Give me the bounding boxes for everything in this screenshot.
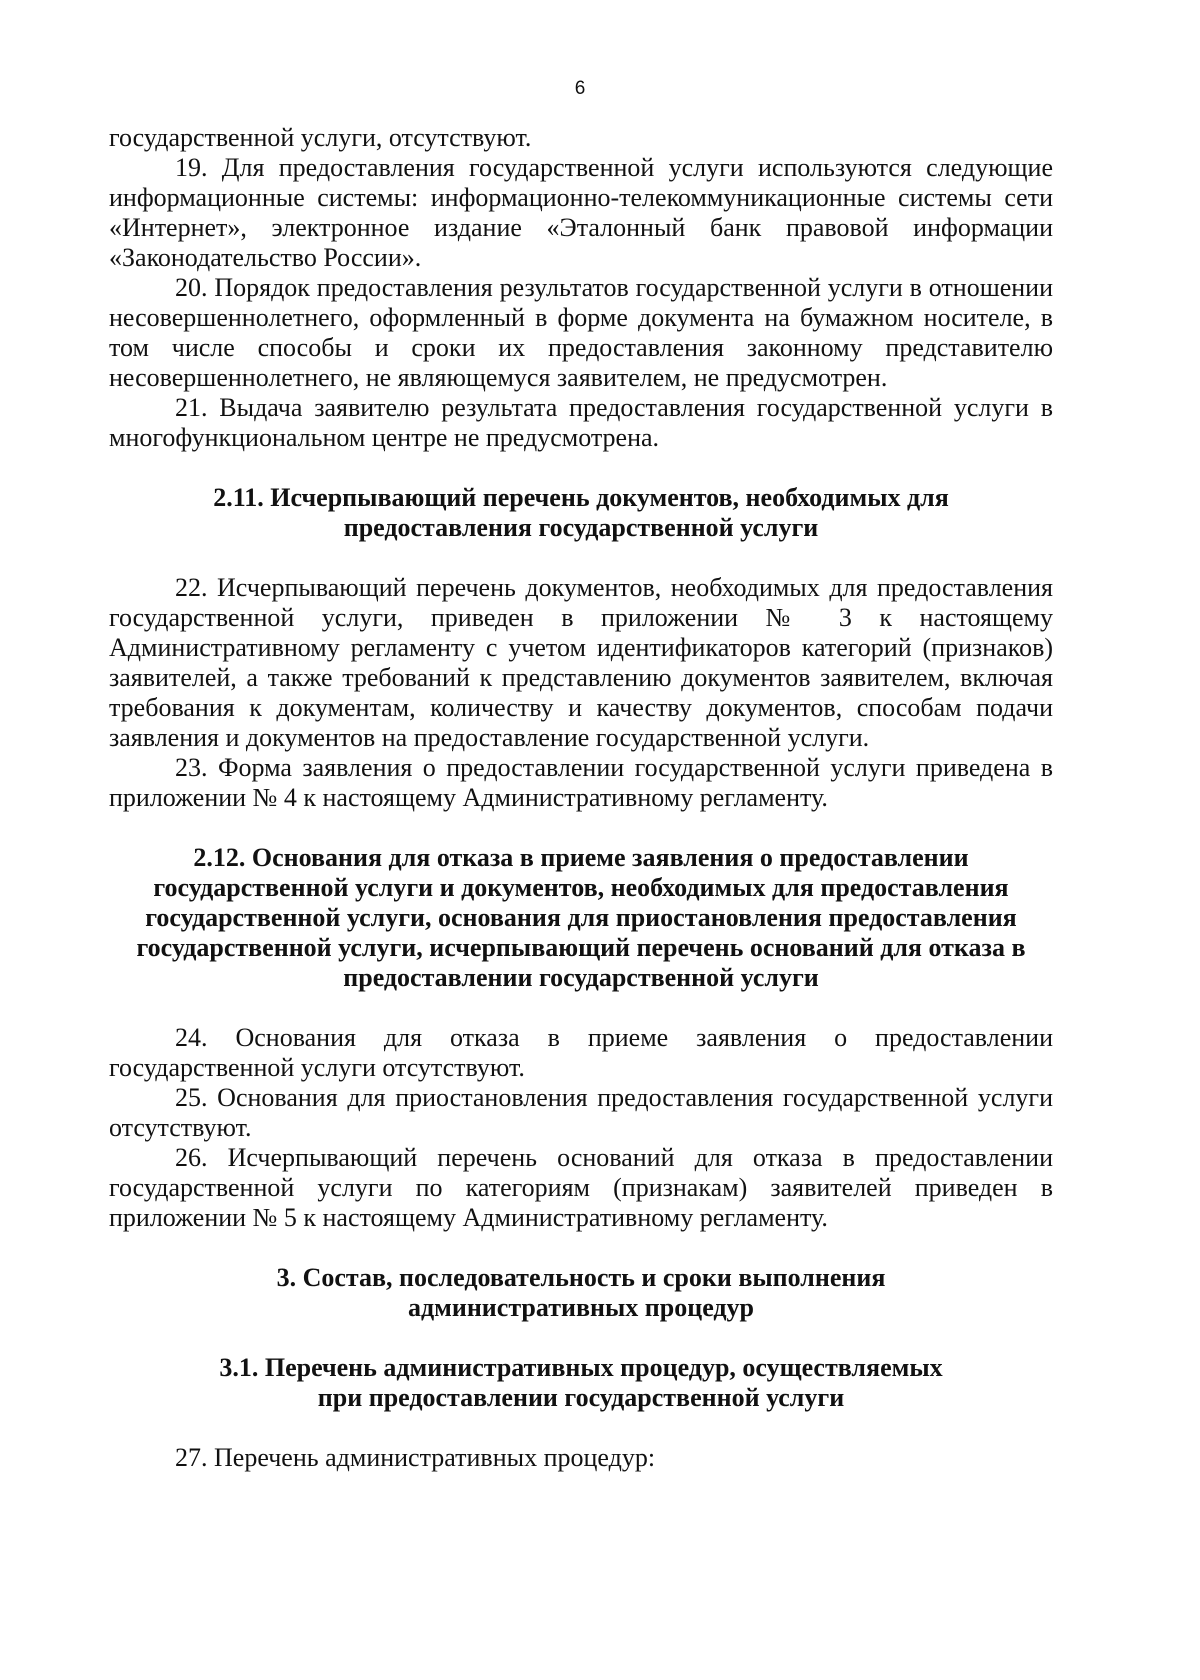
section-heading-3-1 — [109, 1353, 1053, 1413]
spacer — [109, 453, 1053, 483]
heading-line: государственной услуги, исчерпывающий перечень оснований для отказа в — [136, 933, 1026, 962]
section-heading-2-11 — [109, 483, 1053, 543]
heading-line: государственной услуги, основания для приостановления предоставления — [145, 903, 1017, 932]
paragraph-21: 21. Выдача заявителю результата предоставления государственной услуги в многофункциональном центре не предусмотрена. — [109, 393, 1053, 452]
heading-line: административных процедур — [407, 1293, 755, 1322]
heading-line: предоставлении государственной услуги — [343, 963, 819, 992]
spacer — [109, 813, 1053, 843]
heading-line: 3. Состав, последовательность и сроки выполнения — [276, 1263, 886, 1292]
spacer — [109, 1323, 1053, 1353]
spacer — [109, 543, 1053, 573]
paragraph-27: 27. Перечень административных процедур: — [175, 1443, 656, 1472]
paragraph-continuation: государственной услуги, отсутствуют. — [109, 123, 532, 152]
heading-line: 2.11. Исчерпывающий перечень документов, необходимых для — [213, 483, 949, 512]
spacer — [109, 993, 1053, 1023]
heading-line: при предоставлении государственной услуги — [317, 1383, 845, 1412]
paragraph-25: 25. Основания для приостановления предоставления государственной услуги отсутствуют. — [109, 1083, 1053, 1142]
heading-line: 2.12. Основания для отказа в приеме заявления о предоставлении — [193, 843, 969, 872]
paragraph-22: 22. Исчерпывающий перечень документов, необходимых для предоставления государственной услуги, приведен в приложении № 3 к настоящему Административному регламенту с учетом идентификаторов категорий (признаков) заявителей, а также требований к представлению документов заявителем, включая требования к документам, количеству и качеству документов, способам подачи заявления и документов на предоставление государственной услуги. — [109, 573, 1053, 752]
section-heading-3 — [109, 1263, 1053, 1323]
spacer — [109, 1413, 1053, 1443]
paragraph-26: 26. Исчерпывающий перечень оснований для отказа в предоставлении государственной услуги по категориям (признакам) заявителей приведен в приложении № 5 к настоящему Административному регламенту. — [109, 1143, 1053, 1232]
heading-line: государственной услуги и документов, необходимых для предоставления — [153, 873, 1009, 902]
document-body — [109, 123, 1053, 1473]
paragraph-19: 19. Для предоставления государственной услуги используются следующие информационные системы: информационно-телекоммуникационные системы сети «Интернет», электронное издание «Эталонный банк правовой информации «Законодательство России». — [109, 153, 1053, 272]
paragraph-20: 20. Порядок предоставления результатов государственной услуги в отношении несовершеннолетнего, оформленный в форме документа на бумажном носителе, в том числе способы и сроки их предоставления законному представителю несовершеннолетнего, не являющемуся заявителем, не предусмотрен. — [109, 273, 1053, 392]
section-heading-2-12 — [109, 843, 1053, 993]
paragraph-23: 23. Форма заявления о предоставлении государственной услуги приведена в приложении № 4 к настоящему Административному регламенту. — [109, 753, 1053, 812]
heading-line: предоставления государственной услуги — [343, 513, 819, 542]
heading-line: 3.1. Перечень административных процедур, осуществляемых — [219, 1353, 943, 1382]
paragraph-24: 24. Основания для отказа в приеме заявления о предоставлении государственной услуги отсутствуют. — [109, 1023, 1053, 1082]
page-number: 6 — [574, 78, 586, 99]
spacer — [109, 1233, 1053, 1263]
